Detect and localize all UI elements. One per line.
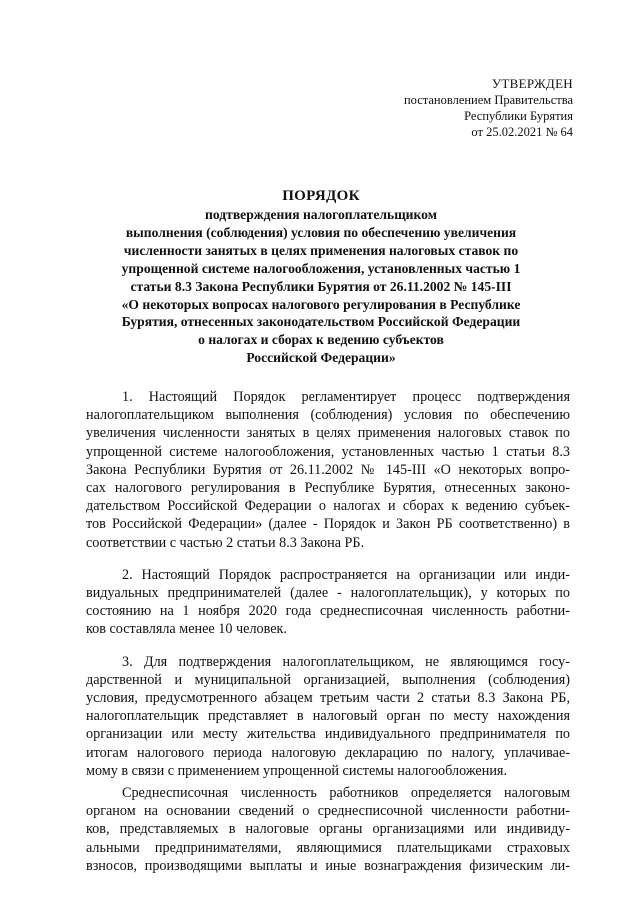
document-title-block: [90, 187, 552, 367]
paragraph-line: увеличения численности занятых в целях применения налоговых ставок по: [86, 425, 570, 442]
title-line: Бурятия, отнесенных законодательством Российской Федерации: [121, 314, 521, 330]
paragraph-3: [86, 653, 570, 780]
paragraph-1: [86, 388, 570, 552]
paragraph-line: тов Российской Федерации» (далее - Порядок и Закон РБ соответственно) в: [86, 516, 570, 533]
title-line: упрощенной системе налогообложения, установленных частью 1: [121, 260, 521, 276]
paragraph-line: органом на основании сведений о среднесписочной численности работни-: [86, 803, 570, 820]
paragraph-line: 1. Настоящий Порядок регламентирует процесс подтверждения: [122, 389, 570, 405]
paragraph-line: сах налогового регулирования в Республике Бурятия, отнесенных законо-: [86, 480, 570, 497]
paragraph-line: 2. Настоящий Порядок распространяется на организации или инди-: [122, 566, 570, 583]
approval-line-3: от 25.02.2021 № 64: [471, 125, 573, 139]
paragraph-line: ков составляла менее 10 человек.: [86, 621, 287, 638]
paragraph-line: ков, представляемых в налоговые органы организациями или индивиду-: [86, 821, 570, 838]
paragraph-2: [86, 566, 570, 639]
paragraph-line: состоянию на 1 ноября 2020 года среднесписочная численность работни-: [86, 603, 570, 620]
title-line: о налогах и сборах к ведению субъектов: [198, 332, 444, 348]
paragraph-line: итогам налогового периода налоговую декларацию по налогу, уплачивае-: [86, 744, 570, 761]
title-line: «О некоторых вопросах налогового регулирования в Республике: [121, 296, 521, 312]
paragraph-line: условия, предусмотренного абзацем третьим части 2 статьи 8.3 Закона РБ,: [86, 690, 570, 707]
paragraph-line: 3. Для подтверждения налогоплательщиком, не являющимся госу-: [122, 653, 570, 670]
paragraph-line: налогоплательщиком выполнения (соблюдения) условия по обеспечению: [86, 407, 570, 424]
paragraph-line: дательством Российской Федерации о налогах и сборах к ведению субъек-: [86, 498, 570, 515]
document-title: ПОРЯДОК: [282, 188, 360, 204]
title-line: выполнения (соблюдения) условия по обеспечению увеличения: [125, 224, 517, 240]
paragraph-line: взносов, производящими выплаты и иные вознаграждения физическим ли-: [86, 857, 570, 874]
approval-line-1: постановлением Правительства: [403, 93, 573, 107]
title-line: статьи 8.3 Закона Республики Бурятия от 26.11.2002 № 145-III: [130, 278, 512, 294]
title-line: Российской Федерации»: [246, 350, 396, 366]
approval-stamp: [404, 76, 573, 140]
paragraph-line: дарственной и муниципальной организацией, выполнения (соблюдения): [86, 671, 570, 688]
paragraph-line: налогоплательщик представляет в налоговый орган по месту нахождения: [86, 708, 570, 725]
document-body: [86, 388, 570, 889]
paragraph-line: организации или месту жительства индивидуального предпринимателя по: [86, 726, 570, 743]
paragraph-line: мому в связи с применением упрощенной системы налогообложения.: [86, 762, 507, 779]
paragraph-line: альными предпринимателями, являющимися плательщиками страховых: [86, 839, 570, 856]
title-line: подтверждения налогоплательщиком: [205, 207, 437, 222]
paragraph-line: соответствии с частью 2 статьи 8.3 Закона РБ.: [86, 534, 365, 551]
paragraph-line: Среднесписочная численность работников определяется налоговым: [122, 785, 570, 802]
paragraph-4: [86, 784, 570, 875]
paragraph-line: упрощенной системе налогообложения, установленных частью 1 статьи 8.3: [86, 443, 570, 460]
paragraph-line: видуальных предпринимателей (далее - налогоплательщик), у которых по: [86, 585, 570, 602]
paragraph-line: Закона Республики Бурятия от 26.11.2002 № 145-III «О некоторых вопро-: [86, 461, 570, 478]
approval-heading: УТВЕРЖДЕН: [491, 76, 573, 91]
title-line: численности занятых в целях применения налоговых ставок по: [123, 242, 519, 258]
approval-line-2: Республики Бурятия: [464, 109, 573, 123]
